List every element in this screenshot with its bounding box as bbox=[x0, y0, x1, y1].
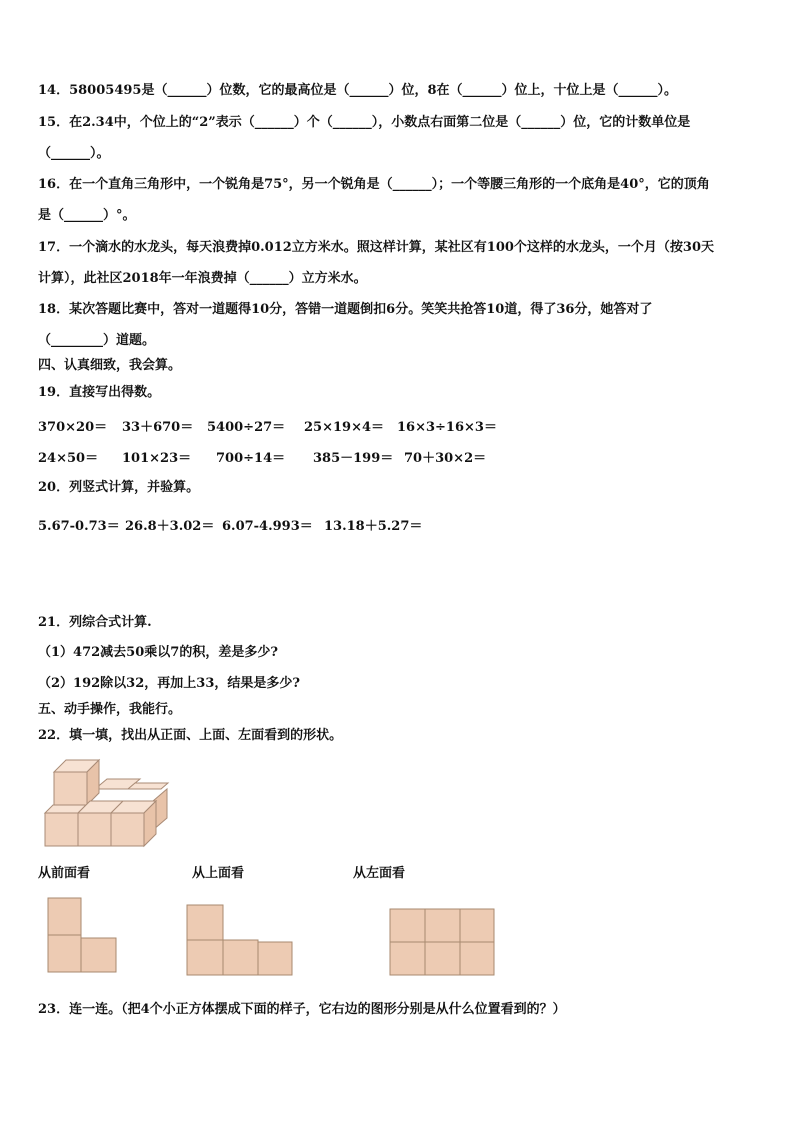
calc-item: 5400÷27＝ bbox=[207, 420, 286, 435]
calc-item: 385－199＝ bbox=[313, 451, 394, 466]
question-14: 14．58005495是（______）位数，它的最高位是（______）位，8在（______）位上，十位上是（______）。 bbox=[38, 83, 677, 98]
calc-item: 16×3÷16×3＝ bbox=[397, 420, 497, 435]
view-label-left: 从左面看 bbox=[353, 866, 406, 881]
question-22-title: 22．填一填，找出从正面、上面、左面看到的形状。 bbox=[38, 728, 343, 743]
question-18-line1: 18．某次答题比赛中，答对一道题得10分，答错一道题倒扣6分。笑笑共抢答10道，得了36分，她答对了 bbox=[38, 302, 653, 317]
question-15-line2: （______）。 bbox=[38, 146, 110, 161]
section-5-heading: 五、动手操作，我能行。 bbox=[38, 702, 182, 717]
view-label-top: 从上面看 bbox=[192, 866, 245, 881]
calc-item: 25×19×4＝ bbox=[304, 420, 385, 435]
question-21-title: 21．列综合式计算. bbox=[38, 615, 152, 630]
top-view-figure bbox=[187, 905, 297, 981]
calc-item: 5.67-0.73＝ bbox=[38, 519, 120, 534]
question-18-line2: （________）道题。 bbox=[38, 333, 156, 348]
question-16-line1: 16．在一个直角三角形中，一个锐角是75°，另一个锐角是（______）；一个等腰三角形的一个底角是40°，它的顶角 bbox=[38, 177, 710, 192]
calc-item: 6.07-4.993＝ bbox=[222, 519, 313, 534]
calc-item: 370×20＝ bbox=[38, 420, 108, 435]
question-20-title: 20．列竖式计算，并验算。 bbox=[38, 480, 200, 495]
calc-item: 70＋30×2＝ bbox=[404, 451, 487, 466]
section-4-heading: 四、认真细致，我会算。 bbox=[38, 358, 182, 373]
left-view-figure bbox=[390, 909, 500, 979]
question-21-part-2: （2）192除以32，再加上33，结果是多少? bbox=[38, 676, 300, 691]
question-21-part-1: （1）472减去50乘以7的积，差是多少? bbox=[38, 645, 278, 660]
question-17-line1: 17．一个滴水的水龙头，每天浪费掉0.012立方米水。照这样计算，某社区有100个这样的水龙头，一个月（按30天 bbox=[38, 240, 715, 255]
front-view-figure bbox=[48, 898, 128, 978]
calc-item: 101×23＝ bbox=[122, 451, 192, 466]
question-16-line2: 是（______）°。 bbox=[38, 208, 136, 223]
view-label-front: 从前面看 bbox=[38, 866, 91, 881]
question-19-title: 19．直接写出得数。 bbox=[38, 385, 161, 400]
question-17-line2: 计算），此社区2018年一年浪费掉（______）立方米水。 bbox=[38, 271, 367, 286]
calc-item: 700÷14＝ bbox=[216, 451, 286, 466]
question-15-line1: 15．在2.34中，个位上的“2”表示（______）个（______），小数点右面第二位是（______）位，它的计数单位是 bbox=[38, 115, 691, 130]
cube-stack-figure bbox=[40, 756, 180, 856]
calc-item: 24×50＝ bbox=[38, 451, 99, 466]
question-23: 23．连一连。（把4个小正方体摆成下面的样子，它右边的图形分别是从什么位置看到的？） bbox=[38, 1002, 566, 1017]
calc-item: 26.8＋3.02＝ bbox=[125, 519, 215, 534]
calc-item: 13.18＋5.27＝ bbox=[324, 519, 423, 534]
calc-item: 33＋670＝ bbox=[122, 420, 194, 435]
